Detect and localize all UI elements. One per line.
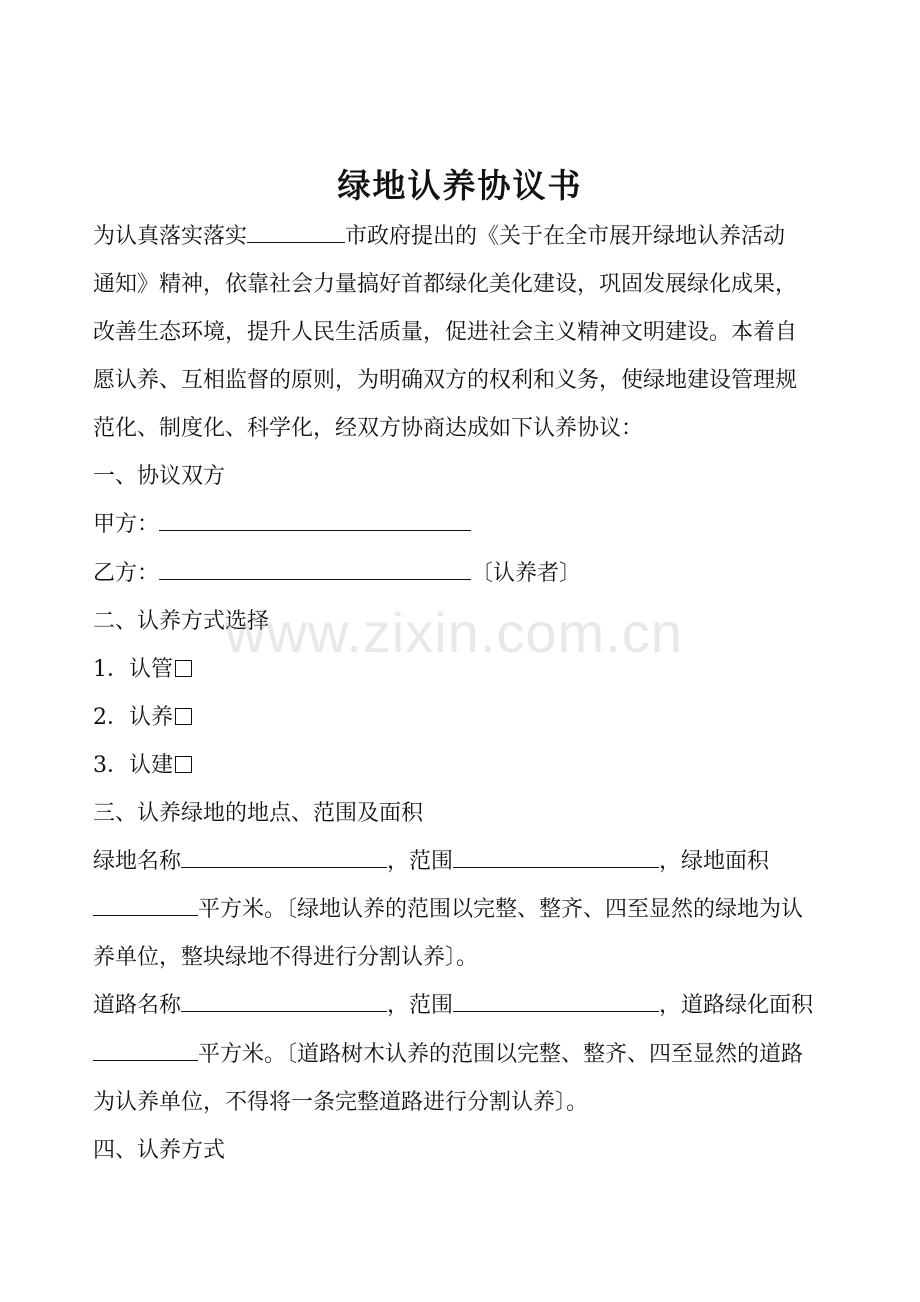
intro-line-3: 改善生态环境，提升人民生活质量，促进社会主义精神文明建设。本着自 (93, 320, 798, 345)
option-checkbox[interactable] (175, 660, 192, 677)
green-area-blank[interactable] (93, 895, 198, 916)
section3-heading: 三、认养绿地的地点、范围及面积 (93, 801, 424, 826)
party-b-row (93, 559, 833, 589)
option-label: 3．认建 (93, 753, 173, 778)
option-label: 1．认管 (93, 657, 173, 682)
section4-heading: 四、认养方式 (93, 1138, 226, 1163)
party-a-label: 甲方： (93, 512, 160, 537)
road-area-row: 平方米。〔道路树木认养的范围以完整、整齐、四至显然的道路 (93, 1040, 833, 1070)
green-note-row: 养单位，整块绿地不得进行分割认养〕。 (93, 945, 479, 970)
green-name-blank[interactable] (181, 847, 387, 868)
green-area-row: 平方米。〔绿地认养的范围以完整、整齐、四至显然的绿地为认 (93, 895, 833, 925)
intro-line-5: 范化、制度化、科学化，经双方协商达成如下认养协议： (93, 416, 644, 441)
party-b-suffix: 〔认养者〕 (471, 561, 582, 586)
section2-heading: 二、认养方式选择 (93, 609, 270, 634)
green-row: 绿地名称 ，范围 ，绿地面积 (93, 849, 770, 874)
road-name-blank[interactable] (181, 991, 387, 1012)
intro-line-2: 通知》精神，依靠社会力量搞好首都绿化美化建设，巩固发展绿化成果， (93, 272, 798, 297)
party-b-blank[interactable] (159, 559, 471, 580)
document-title: 绿地认养协议书 (337, 166, 583, 205)
road-row: 道路名称 ，范围 ，道路绿化面积 (93, 993, 814, 1018)
party-b-label: 乙方： (93, 561, 160, 586)
option-label: 2．认养 (93, 705, 173, 730)
road-note-row: 为认养单位，不得将一条完整道路进行分割认养〕。 (93, 1090, 589, 1115)
party-a-blank[interactable] (159, 510, 471, 531)
city-blank[interactable] (247, 222, 345, 243)
road-area-blank[interactable] (93, 1040, 198, 1061)
intro-line-4: 愿认养、互相监督的原则，为明确双方的权利和义务，使绿地建设管理规 (93, 368, 798, 393)
road-range-blank[interactable] (453, 991, 659, 1012)
party-a-row (93, 510, 833, 540)
watermark: www.zixin.com.cn (225, 601, 683, 664)
section1-heading: 一、协议双方 (93, 464, 226, 489)
green-range-blank[interactable] (453, 847, 659, 868)
option-row-3 (93, 751, 833, 781)
option-checkbox[interactable] (175, 708, 192, 725)
intro-line-1: 为认真落实落实 市政府提出的《关于在全市展开绿地认养活动 (93, 224, 786, 249)
option-checkbox[interactable] (175, 756, 192, 773)
option-row-2 (93, 703, 833, 733)
